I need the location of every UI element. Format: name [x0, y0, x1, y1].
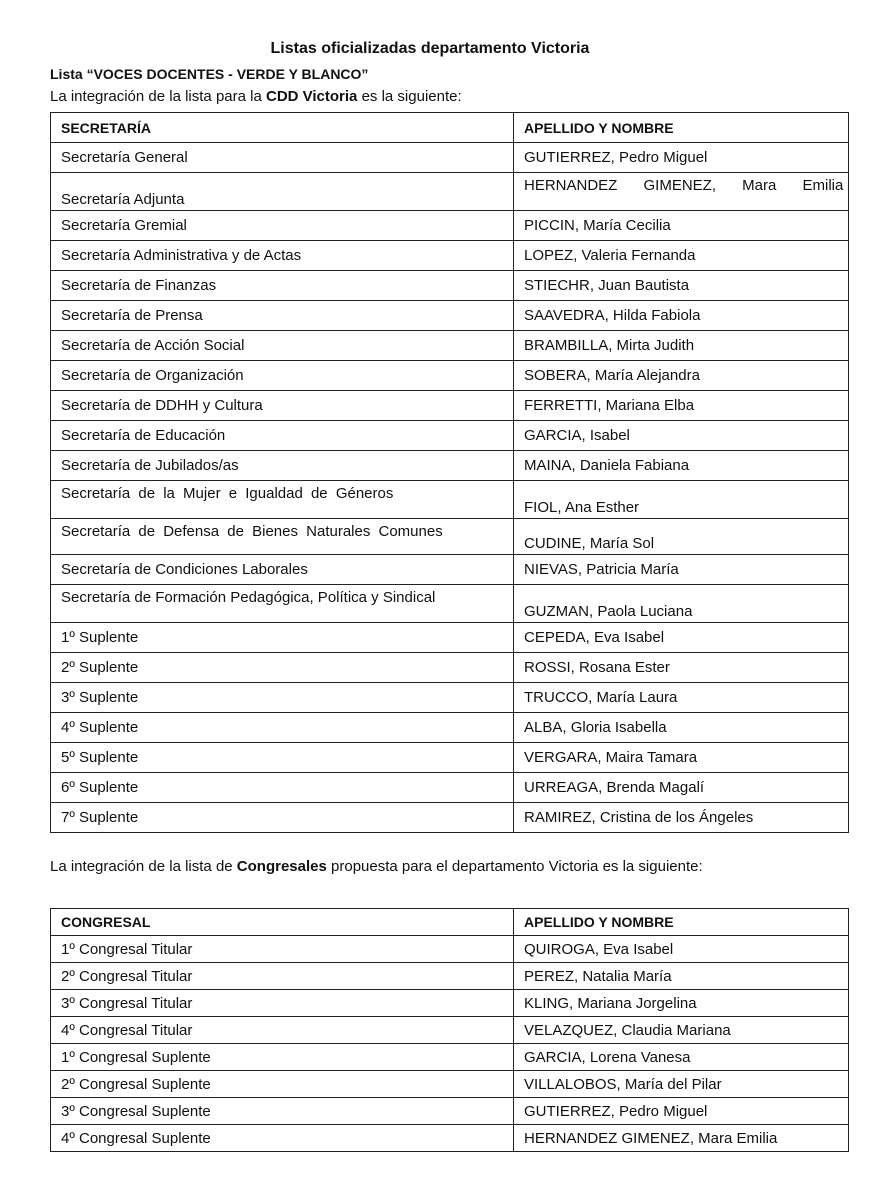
role-cell: 6º Suplente — [51, 773, 514, 803]
table-row — [51, 1044, 849, 1071]
name-cell: VELAZQUEZ, Claudia Mariana — [514, 1017, 849, 1044]
name-cell: VERGARA, Maira Tamara — [514, 743, 849, 773]
role-cell: Secretaría de DDHH y Cultura — [51, 391, 514, 421]
role-cell: Secretaría de Organización — [51, 361, 514, 391]
role-cell: 4º Suplente — [51, 713, 514, 743]
table-row — [51, 585, 849, 623]
table-row — [51, 713, 849, 743]
table-row — [51, 1071, 849, 1098]
role-cell: Secretaría de Defensa de Bienes Naturales Comunes — [51, 519, 514, 555]
role-cell: Secretaría de la Mujer e Igualdad de Géneros — [51, 481, 514, 519]
table-row — [51, 963, 849, 990]
role-cell: Secretaría de Condiciones Laborales — [51, 555, 514, 585]
name-cell: GARCIA, Lorena Vanesa — [514, 1044, 849, 1071]
role-cell: 4º Congresal Titular — [51, 1017, 514, 1044]
role-cell: 3º Congresal Suplente — [51, 1098, 514, 1125]
role-cell: 1º Congresal Suplente — [51, 1044, 514, 1071]
table-row — [51, 519, 849, 555]
column-header-apellido-nombre: APELLIDO Y NOMBRE — [514, 909, 849, 936]
cdd-intro-bold: CDD Victoria — [265, 88, 358, 105]
table-row — [51, 1125, 849, 1152]
name-cell: ROSSI, Rosana Ester — [514, 653, 849, 683]
name-cell: QUIROGA, Eva Isabel — [514, 936, 849, 963]
name-cell: HERNANDEZ GIMENEZ, Mara Emilia — [514, 1125, 849, 1152]
table-row — [51, 623, 849, 653]
name-cell: MAINA, Daniela Fabiana — [514, 451, 849, 481]
role-cell: 7º Suplente — [51, 803, 514, 833]
table-row — [51, 743, 849, 773]
cdd-intro-prefix: La integración de la lista para la — [50, 88, 266, 105]
name-cell: FERRETTI, Mariana Elba — [514, 391, 849, 421]
name-cell: TRUCCO, María Laura — [514, 683, 849, 713]
congresales-intro — [50, 858, 703, 875]
role-cell: Secretaría de Formación Pedagógica, Política y Sindical — [51, 585, 514, 623]
table-row — [51, 683, 849, 713]
column-header-secretaria: SECRETARÍA — [51, 113, 514, 143]
role-cell: Secretaría de Prensa — [51, 301, 514, 331]
role-cell: 1º Congresal Titular — [51, 936, 514, 963]
table-row — [51, 803, 849, 833]
role-cell: 2º Congresal Suplente — [51, 1071, 514, 1098]
name-cell: NIEVAS, Patricia María — [514, 555, 849, 585]
table-row — [51, 391, 849, 421]
cdd-table — [50, 112, 849, 833]
table-header-row — [51, 909, 849, 936]
role-cell: Secretaría de Jubilados/as — [51, 451, 514, 481]
name-cell: GUTIERREZ, Pedro Miguel — [514, 143, 849, 173]
table-row — [51, 211, 849, 241]
role-cell: Secretaría de Acción Social — [51, 331, 514, 361]
role-cell: Secretaría General — [51, 143, 514, 173]
document-title: Listas oficializadas departamento Victoria — [270, 40, 590, 57]
name-cell: VILLALOBOS, María del Pilar — [514, 1071, 849, 1098]
table-row — [51, 1098, 849, 1125]
name-cell: CEPEDA, Eva Isabel — [514, 623, 849, 653]
name-cell: STIECHR, Juan Bautista — [514, 271, 849, 301]
role-cell: Secretaría Adjunta — [51, 173, 514, 211]
cdd-intro — [50, 88, 462, 105]
role-cell: Secretaría Gremial — [51, 211, 514, 241]
name-cell: PICCIN, María Cecilia — [514, 211, 849, 241]
role-cell: Secretaría Administrativa y de Actas — [51, 241, 514, 271]
name-cell: BRAMBILLA, Mirta Judith — [514, 331, 849, 361]
name-cell: KLING, Mariana Jorgelina — [514, 990, 849, 1017]
congresales-table — [50, 908, 849, 1152]
table-row — [51, 241, 849, 271]
name-cell: GUZMAN, Paola Luciana — [514, 585, 849, 623]
table-row — [51, 451, 849, 481]
table-row — [51, 271, 849, 301]
name-cell: ALBA, Gloria Isabella — [514, 713, 849, 743]
role-cell: 3º Suplente — [51, 683, 514, 713]
name-cell: FIOL, Ana Esther — [514, 481, 849, 519]
table-row — [51, 555, 849, 585]
name-cell: GARCIA, Isabel — [514, 421, 849, 451]
role-cell: Secretaría de Finanzas — [51, 271, 514, 301]
table-header-row — [51, 113, 849, 143]
name-cell: PEREZ, Natalia María — [514, 963, 849, 990]
table-row — [51, 481, 849, 519]
table-row — [51, 936, 849, 963]
table-row — [51, 173, 849, 211]
congresales-intro-prefix: La integración de la lista de — [50, 858, 237, 875]
name-cell: SOBERA, María Alejandra — [514, 361, 849, 391]
role-cell: 4º Congresal Suplente — [51, 1125, 514, 1152]
table-row — [51, 143, 849, 173]
table-row — [51, 301, 849, 331]
name-cell: GUTIERREZ, Pedro Miguel — [514, 1098, 849, 1125]
table-row — [51, 773, 849, 803]
congresales-intro-bold: Congresales — [236, 858, 327, 875]
role-cell: 5º Suplente — [51, 743, 514, 773]
name-cell: LOPEZ, Valeria Fernanda — [514, 241, 849, 271]
table-row — [51, 361, 849, 391]
table-row — [51, 653, 849, 683]
congresales-intro-suffix: propuesta para el departamento Victoria es la siguiente: — [326, 858, 703, 875]
table-row — [51, 421, 849, 451]
name-cell: CUDINE, María Sol — [514, 519, 849, 555]
table-row — [51, 990, 849, 1017]
column-header-congresal: CONGRESAL — [51, 909, 514, 936]
table-row — [51, 331, 849, 361]
table-row — [51, 1017, 849, 1044]
role-cell: 2º Congresal Titular — [51, 963, 514, 990]
name-cell: RAMIREZ, Cristina de los Ángeles — [514, 803, 849, 833]
role-cell: 3º Congresal Titular — [51, 990, 514, 1017]
name-cell: SAAVEDRA, Hilda Fabiola — [514, 301, 849, 331]
list-name: Lista “VOCES DOCENTES - VERDE Y BLANCO” — [50, 66, 369, 82]
column-header-apellido-nombre: APELLIDO Y NOMBRE — [514, 113, 849, 143]
name-cell: HERNANDEZ GIMENEZ, Mara Emilia — [514, 173, 849, 211]
role-cell: Secretaría de Educación — [51, 421, 514, 451]
name-cell: URREAGA, Brenda Magalí — [514, 773, 849, 803]
cdd-intro-suffix: es la siguiente: — [357, 88, 462, 105]
role-cell: 1º Suplente — [51, 623, 514, 653]
role-cell: 2º Suplente — [51, 653, 514, 683]
